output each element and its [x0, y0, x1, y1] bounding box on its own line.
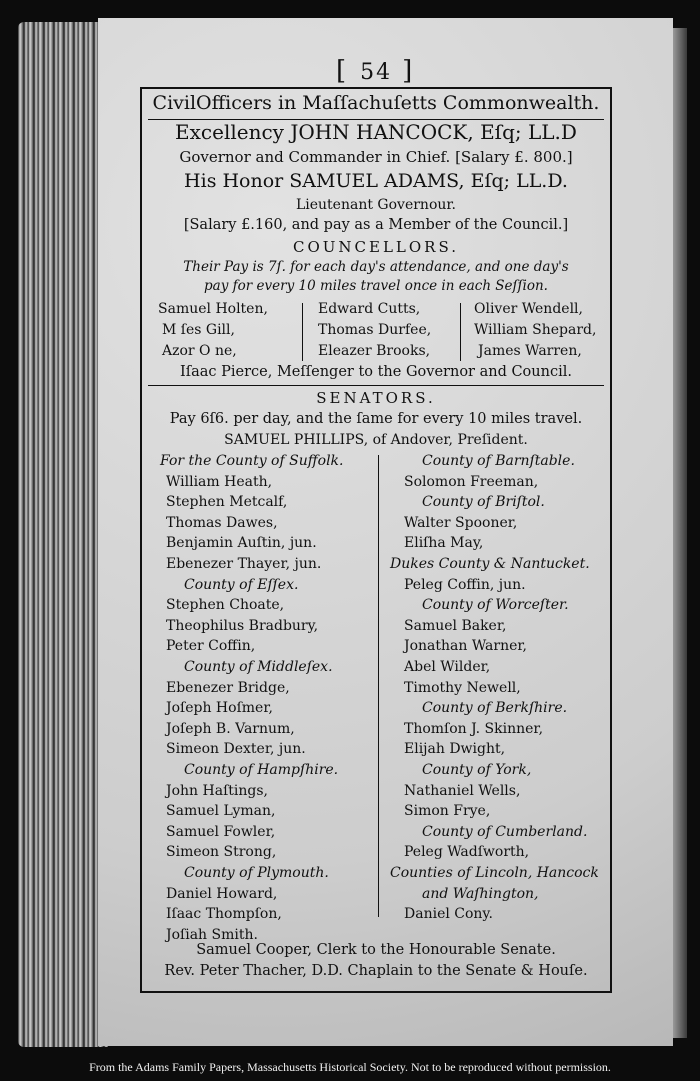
left-county-7: County of Eſſex. — [184, 576, 299, 593]
right-senator-14: Thomſon J. Skinner, — [404, 720, 544, 737]
right-county-22: and Waſhington, — [422, 885, 539, 902]
senators-pay: Pay 6ſ6. per day, and the ſame for every 10 miles travel. — [169, 411, 583, 427]
senate-president: SAMUEL PHILLIPS, of Andover, Preſident. — [224, 432, 528, 448]
left-senator-18: Samuel Lyman, — [166, 803, 276, 820]
left-senator-10: Peter Coffin, — [166, 638, 256, 655]
councellor-col2-row3: Eleazer Brooks, — [318, 343, 431, 359]
right-senator-12: Timothy Newell, — [404, 679, 521, 696]
right-county-1: County of Barnſtable. — [422, 453, 575, 469]
right-county-21: Counties of Lincoln, Hancock — [390, 865, 599, 881]
right-senator-2: Solomon Freeman, — [404, 473, 539, 490]
lt-governor-salary: [Salary £.160, and pay as a Member of the Council.] — [183, 217, 569, 233]
left-senator-20: Simeon Strong, — [166, 844, 277, 861]
left-senator-22: Daniel Howard, — [166, 885, 278, 902]
book-spine-shadow — [673, 28, 687, 1038]
left-senator-15: Simeon Dexter, jun. — [166, 741, 306, 758]
right-senator-17: Nathaniel Wells, — [404, 782, 521, 799]
right-senator-9: Samuel Baker, — [404, 617, 507, 634]
councellors-pay-line-2: pay for every 10 miles travel once in each Seſſion. — [204, 278, 548, 294]
senate-clerk: Samuel Cooper, Clerk to the Honourable Senate. — [196, 942, 556, 958]
archive-caption: From the Adams Family Papers, Massachusetts Historical Society. Not to be reproduced without permission. — [89, 1060, 611, 1074]
governor-name: Excellency JOHN HANCOCK, Eſq; LL.D — [175, 120, 577, 144]
right-county-8: County of Worceſter. — [422, 597, 569, 614]
right-senator-4: Walter Spooner, — [404, 514, 518, 531]
book-page-edges — [18, 22, 108, 1047]
right-senator-15: Elijah Dwight, — [404, 741, 506, 758]
left-senator-12: Ebenezer Bridge, — [166, 679, 290, 696]
councellor-divider-1 — [302, 303, 303, 361]
councellor-col3-row3: James Warren, — [478, 343, 582, 359]
governor-title: Governor and Commander in Chief. [Salary £. 800.] — [179, 148, 573, 166]
right-county-19: County of Cumberland. — [422, 823, 588, 840]
messenger-line: Iſaac Pierce, Meſſenger to the Governor and Council. — [180, 364, 572, 380]
left-senator-4: Thomas Dawes, — [166, 514, 278, 531]
councellor-divider-2 — [460, 303, 461, 361]
right-county-6: Dukes County & Nantucket. — [390, 556, 590, 572]
lt-governor-name: His Honor SAMUEL ADAMS, Eſq; LL.D. — [184, 170, 568, 192]
councellor-col3-row2: William Shepard, — [474, 322, 597, 338]
left-senator-13: Joſeph Hoſmer, — [166, 700, 273, 717]
councellor-col2-row1: Edward Cutts, — [318, 301, 421, 317]
left-senator-24: Joſiah Smith. — [166, 926, 258, 943]
left-county-21: County of Plymouth. — [184, 865, 329, 881]
page-heading: CivilOfficers in Maſſachuſetts Commonwealth. — [152, 92, 600, 114]
councellor-col2-row2: Thomas Durfee, — [318, 322, 432, 338]
councellors-pay-line-1: Their Pay is 7ſ. for each day's attendance, and one day's — [183, 259, 569, 275]
councellor-col1-row2: M ſes Gill, — [162, 322, 235, 338]
senate-rule — [148, 385, 604, 386]
left-senator-6: Ebenezer Thayer, jun. — [166, 556, 322, 572]
left-senator-9: Theophilus Bradbury, — [166, 617, 319, 634]
right-senator-7: Peleg Coffin, jun. — [404, 576, 526, 593]
officers-table — [140, 87, 612, 993]
right-county-3: County of Briſtol. — [422, 494, 545, 511]
right-county-16: County of York, — [422, 762, 532, 778]
left-county-16: County of Hampſhire. — [184, 762, 339, 778]
senate-chaplain: Rev. Peter Thacher, D.D. Chaplain to the Senate & Houſe. — [164, 963, 588, 979]
senators-column-divider — [378, 455, 379, 917]
page-number: [ 54 ] — [336, 56, 417, 86]
councellor-col3-row1: Oliver Wendell, — [474, 301, 583, 317]
right-senator-23: Daniel Cony. — [404, 906, 493, 923]
left-senator-5: Benjamin Auſtin, jun. — [166, 535, 317, 552]
right-county-13: County of Berkſhire. — [422, 700, 568, 717]
councellors-heading: COUNCELLORS. — [293, 238, 459, 256]
right-senator-5: Eliſha May, — [404, 535, 484, 552]
left-senator-23: Iſaac Thompſon, — [166, 906, 282, 923]
left-senator-19: Samuel Fowler, — [166, 823, 276, 840]
lt-governor-title: Lieutenant Governour. — [295, 197, 456, 213]
right-senator-11: Abel Wilder, — [404, 659, 491, 675]
left-county-1: For the County of Suffolk. — [160, 453, 344, 469]
left-senator-8: Stephen Choate, — [166, 597, 285, 614]
left-senator-14: Joſeph B. Varnum, — [166, 720, 295, 737]
left-county-11: County of Middleſex. — [184, 659, 333, 675]
left-senator-17: John Haſtings, — [166, 782, 268, 799]
councellor-col1-row3: Azor O ne, — [162, 343, 237, 359]
right-senator-10: Jonathan Warner, — [404, 638, 527, 655]
right-senator-18: Simon Frye, — [404, 803, 491, 820]
left-senator-3: Stephen Metcalf, — [166, 494, 288, 511]
right-senator-20: Peleg Wadſworth, — [404, 844, 530, 861]
senators-heading: SENATORS. — [316, 389, 436, 407]
left-senator-2: William Heath, — [166, 473, 273, 490]
councellor-col1-row1: Samuel Holten, — [158, 301, 268, 317]
